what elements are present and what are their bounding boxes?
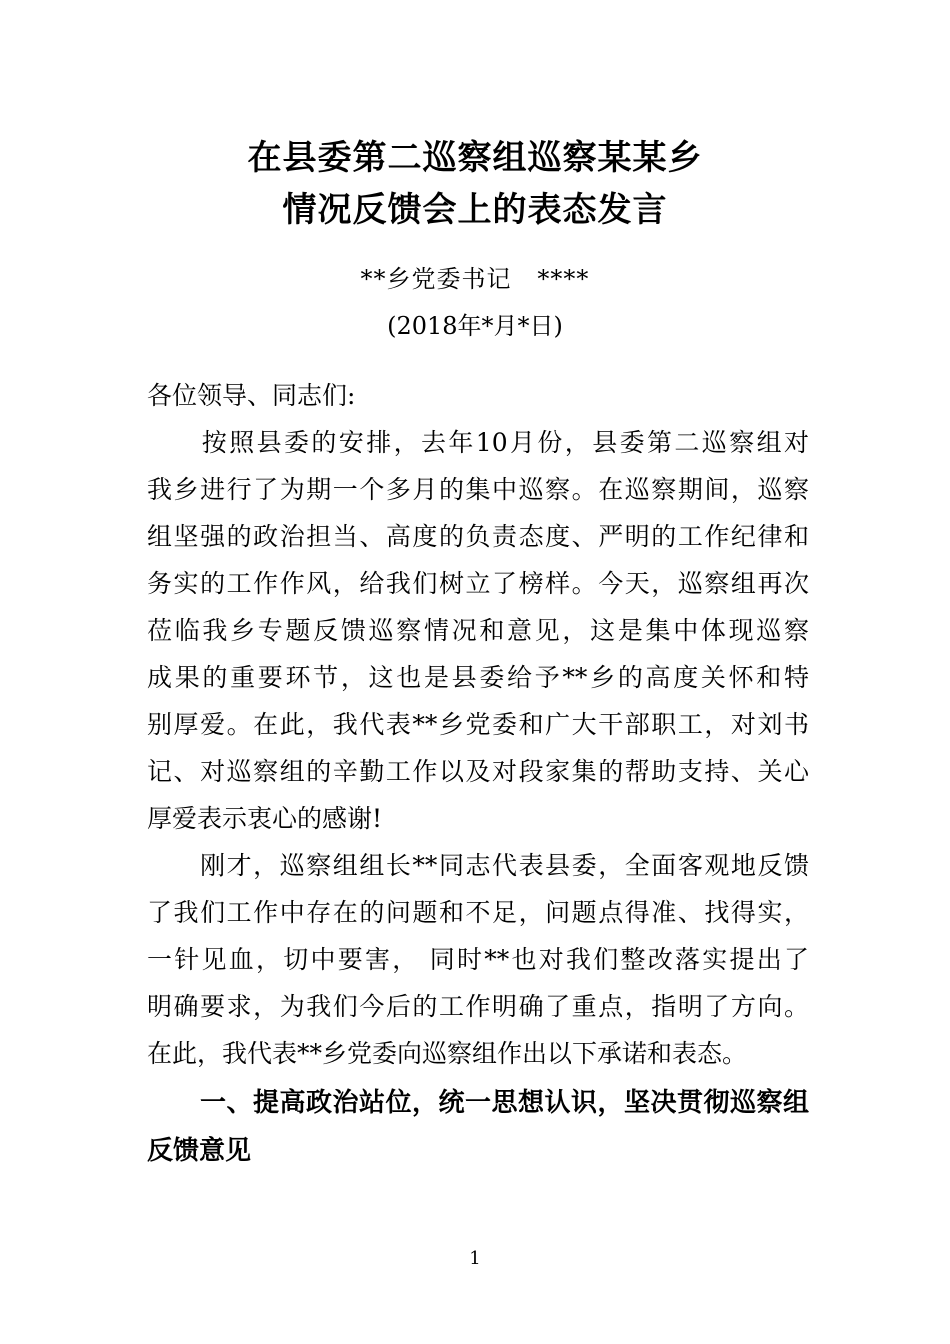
title-line-1: 在县委第二巡察组巡察某某乡 — [247, 138, 703, 178]
paragraph-line: 在此，我代表**乡党委向巡察组作出以下承诺和表态。 — [147, 1039, 748, 1068]
paragraph-line: 别厚爱。在此，我代表**乡党委和广大干部职工，对刘书 — [147, 710, 809, 739]
title-line-2: 情况反馈会上的表态发言 — [282, 190, 668, 230]
section-heading: 反馈意见 — [147, 1136, 252, 1166]
paragraph-line: 记、对巡察组的辛勤工作以及对段家集的帮助支持、关心 — [147, 757, 809, 786]
paragraph-line: 了我们工作中存在的问题和不足，问题点得准、找得实， — [147, 898, 809, 927]
section-heading: 一、提高政治站位，统一思想认识，坚决贯彻巡察组 — [147, 1088, 809, 1118]
paragraph-line: 务实的工作作风，给我们树立了榜样。今天，巡察组再次 — [147, 569, 809, 598]
paragraph-line: 刚才，巡察组组长**同志代表县委，全面客观地反馈 — [147, 851, 809, 880]
salutation: 各位领导、同志们: — [147, 381, 356, 410]
paragraph-line: 按照县委的安排，去年10月份，县委第二巡察组对 — [147, 428, 809, 457]
date-line: (2018年*月*日) — [387, 312, 563, 340]
paragraph-line: 组坚强的政治担当、高度的负责态度、严明的工作纪律和 — [147, 522, 809, 551]
paragraph-line: 厚爱表示衷心的感谢! — [147, 804, 383, 833]
paragraph-line: 成果的重要环节，这也是县委给予**乡的高度关怀和特 — [147, 663, 809, 692]
paragraph-line: 莅临我乡专题反馈巡察情况和意见，这是集中体现巡察 — [147, 616, 809, 645]
page-number: 1 — [469, 1248, 481, 1269]
paragraph-line: 明确要求，为我们今后的工作明确了重点，指明了方向。 — [147, 992, 809, 1021]
author-line: **乡党委书记 **** — [360, 265, 590, 293]
paragraph-line: 一针见血，切中要害， 同时**也对我们整改落实提出了 — [147, 945, 809, 974]
paragraph-line: 我乡进行了为期一个多月的集中巡察。在巡察期间，巡察 — [147, 475, 809, 504]
